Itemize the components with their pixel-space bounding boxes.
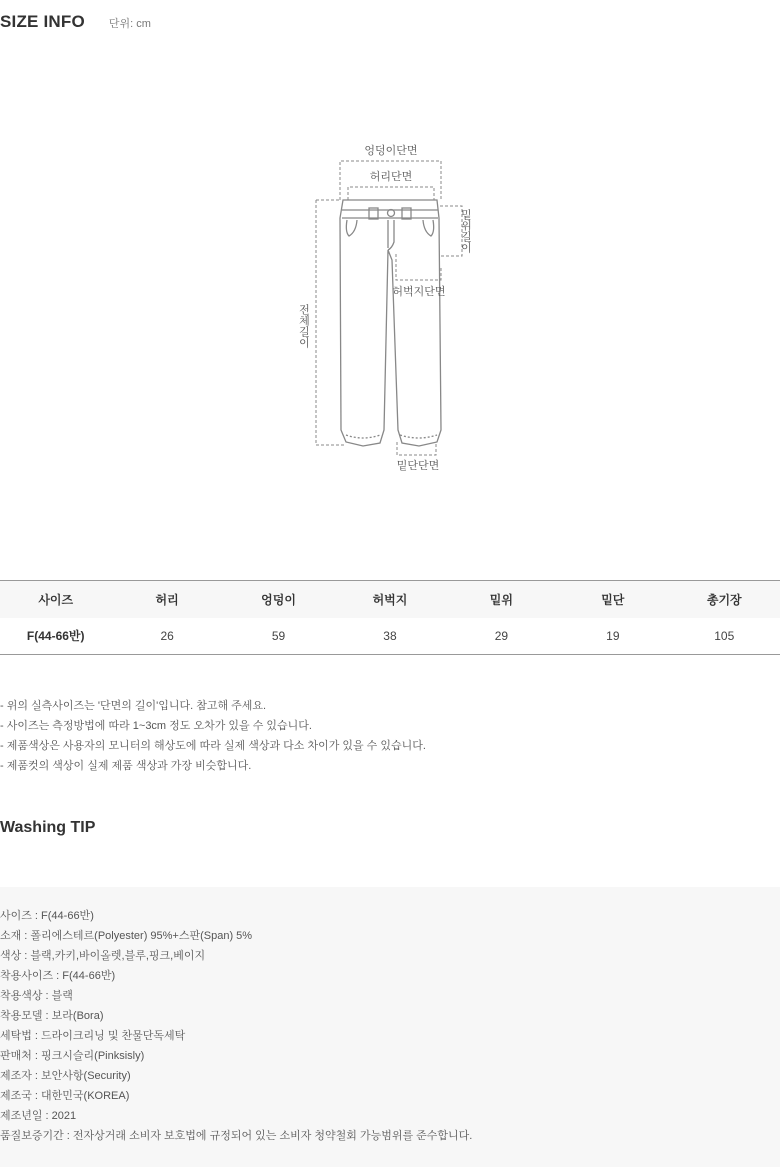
waist-label: 허리단면 [369, 170, 413, 183]
col-header-waist: 허리 [111, 581, 222, 618]
cell-hem: 19 [557, 618, 668, 655]
rise-label: 밑위길이 [459, 209, 473, 253]
cell-waist: 26 [111, 618, 222, 655]
cell-total-length: 105 [669, 618, 780, 655]
col-header-total-length: 총기장 [669, 581, 780, 618]
note-line: - 제품색상은 사용자의 모니터의 해상도에 따라 실제 색상과 다소 차이가 있을 수 있습니다. [0, 740, 426, 752]
table-row [0, 618, 780, 655]
info-year: 제조년일 : 2021 [0, 1110, 77, 1122]
thigh-label: 허벅지단면 [392, 285, 446, 298]
col-header-hip: 엉덩이 [223, 581, 334, 618]
size-notes [0, 696, 426, 776]
info-material: 소재 : 폴리에스테르(Polyester) 95%+스판(Span) 5% [0, 930, 253, 942]
cell-thigh: 38 [334, 618, 445, 655]
info-seller: 판매처 : 핑크시슬리(Pinksisly) [0, 1050, 145, 1062]
info-manufacturer: 제조자 : 보안사항(Security) [0, 1070, 131, 1082]
product-info-box [0, 887, 780, 1167]
table-header-row [0, 581, 780, 618]
info-model: 착용모델 : 보라(Bora) [0, 1010, 104, 1022]
note-line: - 제품컷의 색상이 실제 제품 색상과 가장 비슷합니다. [0, 760, 252, 772]
info-colors: 색상 : 블랙,카키,바이올렛,블루,핑크,베이지 [0, 950, 206, 962]
col-header-hem: 밑단 [557, 581, 668, 618]
size-table [0, 580, 780, 655]
cell-rise: 29 [446, 618, 557, 655]
total-length-label: 전체길이 [297, 304, 311, 348]
info-warranty: 품질보증기간 : 전자상거래 소비자 보호법에 규정되어 있는 소비자 청약철회 가능범위를 준수합니다. [0, 1130, 473, 1142]
pants-diagram-svg [0, 130, 780, 490]
unit-label: 단위: cm [108, 18, 151, 30]
hem-label: 밑단단면 [396, 459, 440, 472]
page-title: SIZE INFO [0, 12, 85, 31]
info-country: 제조국 : 대한민국(KOREA) [0, 1090, 130, 1102]
info-worn-color: 착용색상 : 블랙 [0, 990, 73, 1002]
hip-label: 엉덩이단면 [364, 144, 418, 157]
info-size: 사이즈 : F(44-66반) [0, 910, 94, 922]
note-line: - 위의 실측사이즈는 '단면의 길이'입니다. 참고해 주세요. [0, 700, 267, 712]
col-header-size: 사이즈 [0, 581, 111, 618]
pants-outline-icon [340, 200, 441, 446]
info-washing-method: 세탁법 : 드라이크리닝 및 찬물단독세탁 [0, 1030, 186, 1042]
cell-size: F(44-66반) [0, 618, 111, 655]
note-line: - 사이즈는 측정방법에 따라 1~3cm 정도 오차가 있을 수 있습니다. [0, 720, 312, 732]
size-info-header [0, 12, 151, 32]
info-worn-size: 착용사이즈 : F(44-66반) [0, 970, 116, 982]
pants-size-diagram [0, 130, 780, 490]
washing-tip-title: Washing TIP [0, 819, 96, 836]
col-header-rise: 밑위 [446, 581, 557, 618]
cell-hip: 59 [223, 618, 334, 655]
col-header-thigh: 허벅지 [334, 581, 445, 618]
